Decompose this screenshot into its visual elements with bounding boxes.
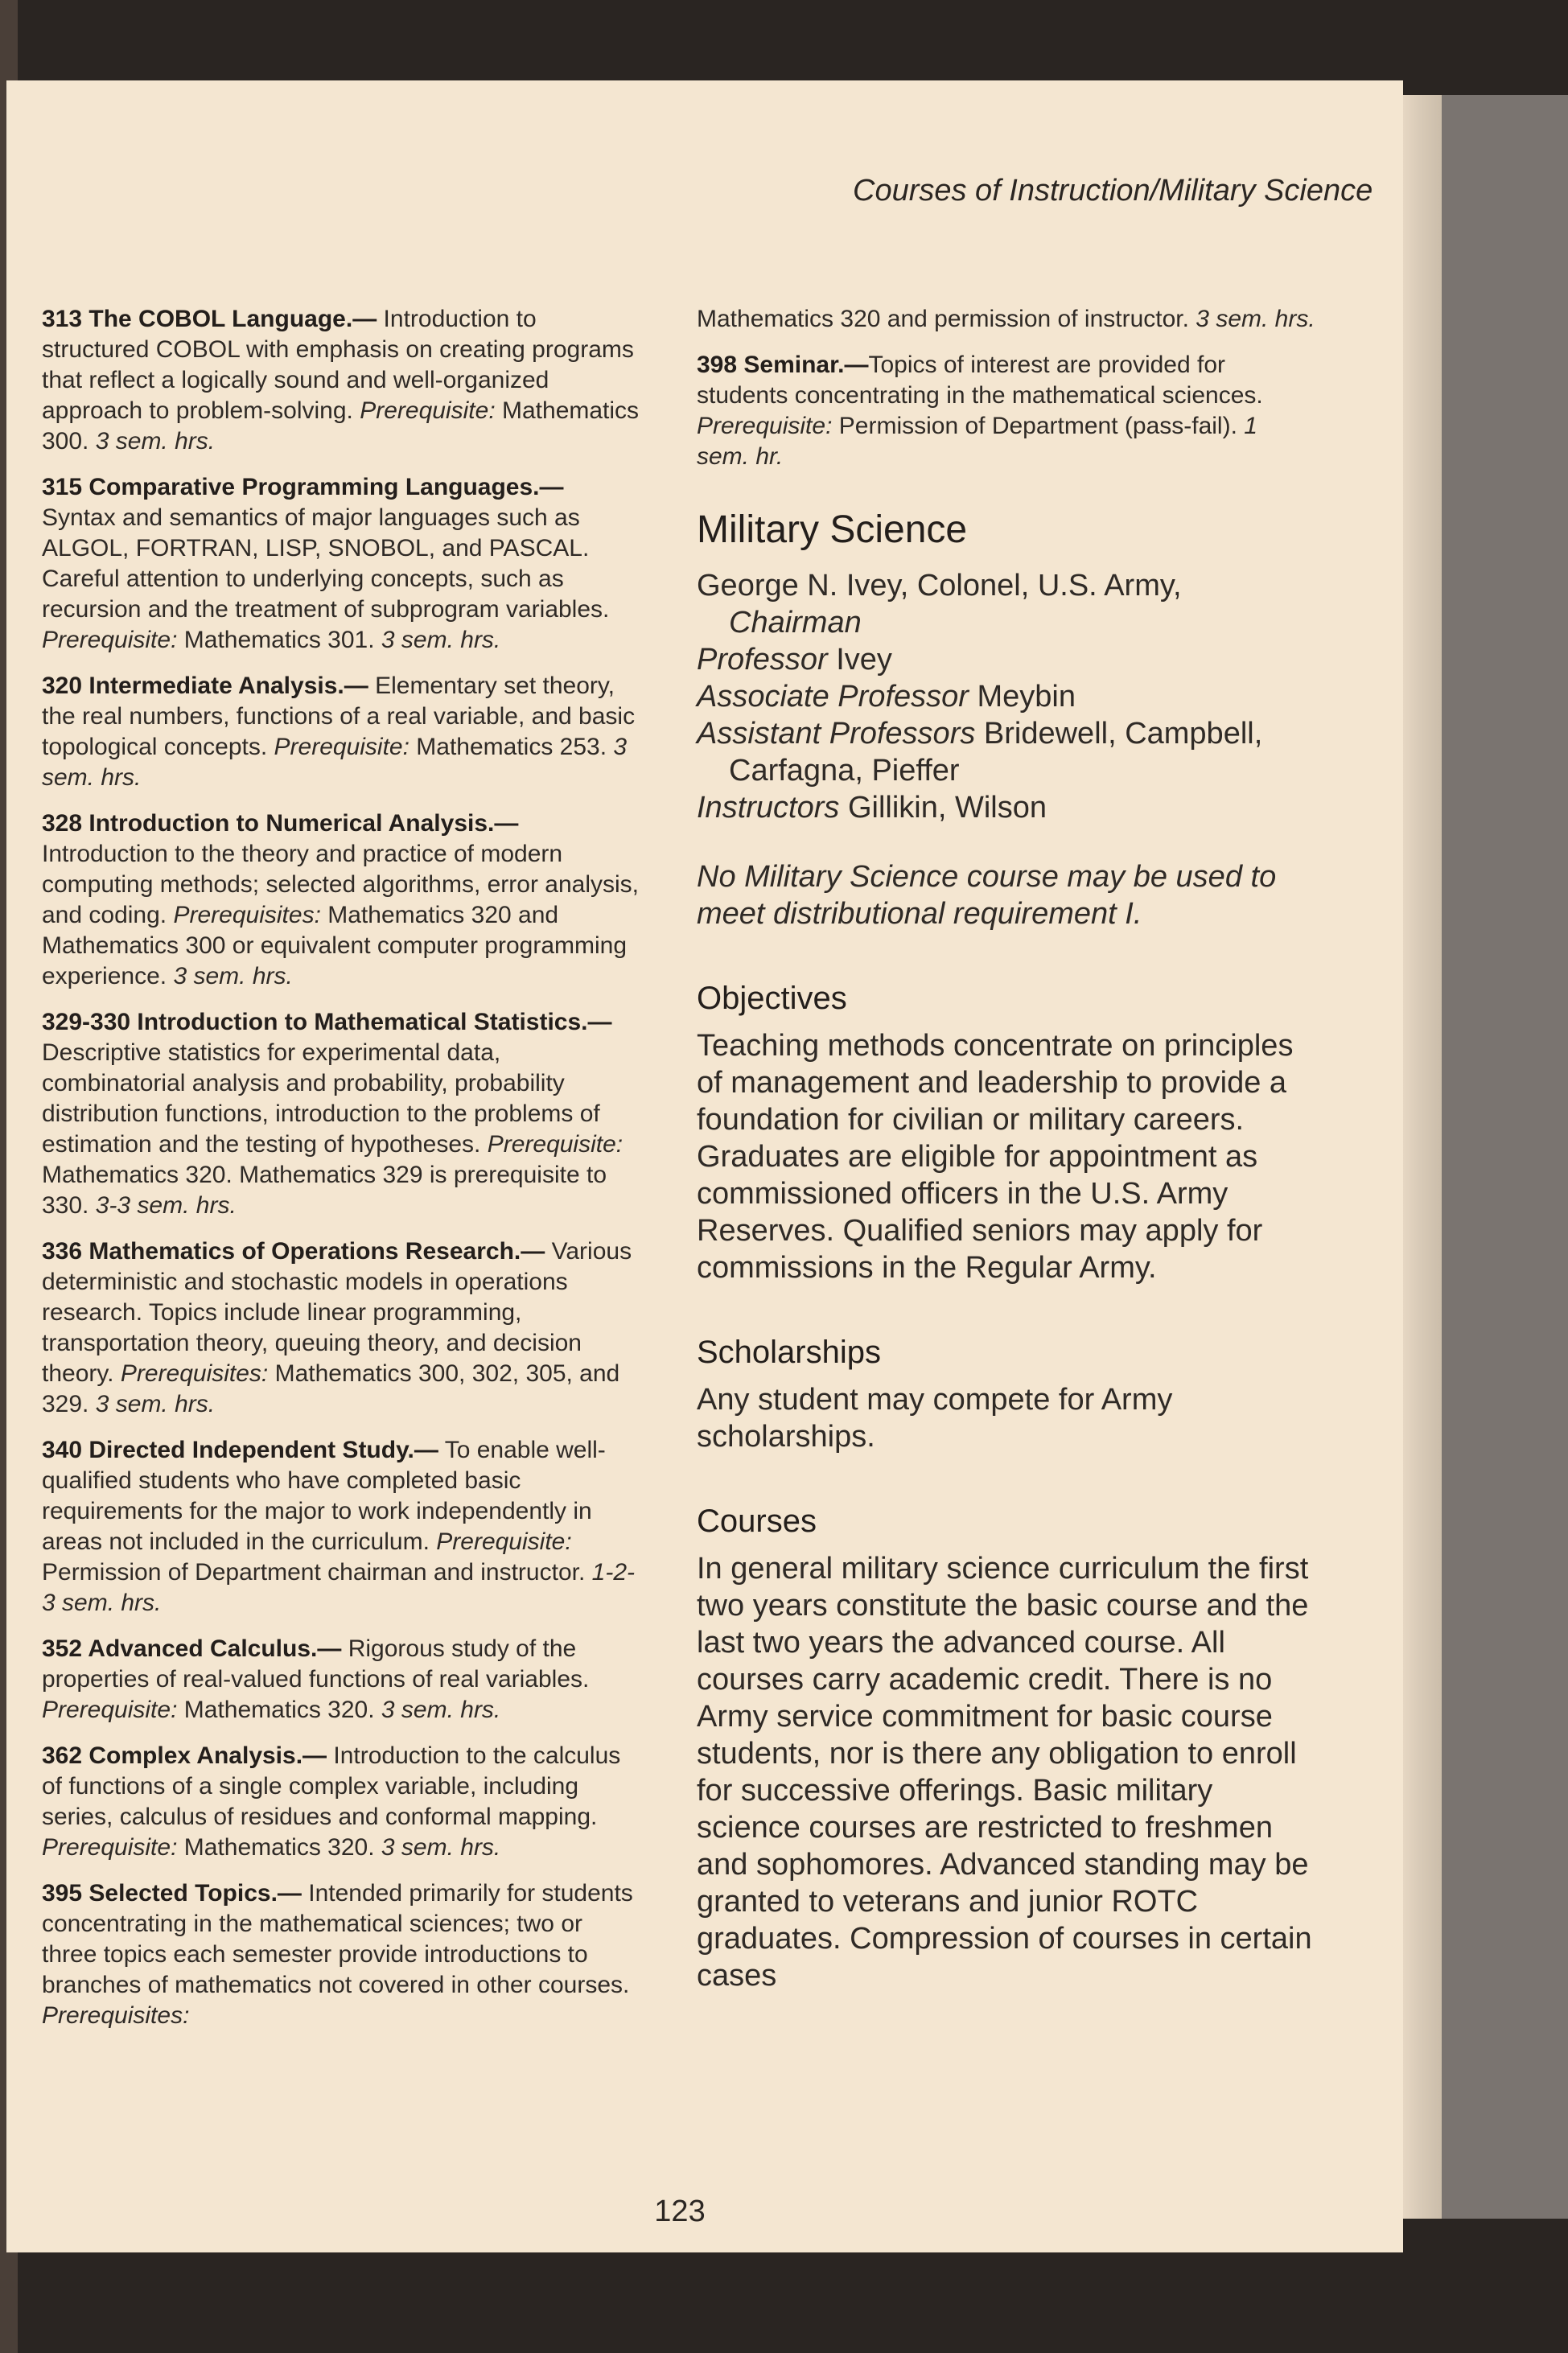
credit-hours: 3 sem. hrs. [173,963,293,989]
credit-hours: 3 sem. hrs. [1196,306,1315,332]
prerequisite-text: Mathematics 320. [183,1697,375,1723]
course-description: Elementary set theory, the real numbers, functions of a real variable, and basic topological concepts. [42,673,636,760]
course-title: 320 Intermediate Analysis.— [42,673,368,699]
faculty-chair-name: George N. Ivey, Colonel, U.S. Army, [697,569,1182,603]
course-entry [42,1435,644,1619]
subheading-courses: Courses [697,1504,817,1539]
course-title: 328 Introduction to Numerical Analysis.— [42,810,519,837]
course-description: Various deterministic and stochastic models in operations research. Topics include linear programming, transportation theory, queuing theory, and decision theory. [42,1238,632,1387]
course-description: Introduction to the calculus of functions of a single complex variable, including series, calculus of residues and conformal mapping. [42,1742,621,1830]
credit-hours: 3 sem. hrs. [381,1834,501,1861]
credit-hours: 3 sem. hrs. [381,1697,501,1723]
credit-hours: 3 sem. hrs. [42,734,628,791]
faculty-names-continued: Carfagna, Pieffer [729,754,960,788]
page-number: 123 [654,2195,706,2228]
course-entry [42,304,644,457]
section-heading-military-science: Military Science [697,508,968,551]
prerequisite-label: Prerequisites: [42,2002,190,2029]
course-description: To enable well-qualified students who have completed basic requirements for the major to work independently in areas not included in the curriculum. [42,1437,606,1555]
prerequisite-label: Prerequisite: [697,413,833,439]
left-column [42,304,644,2047]
course-title: 336 Mathematics of Operations Research.— [42,1238,545,1265]
course-title: 315 Comparative Programming Languages.— [42,474,564,500]
prerequisite-label: Prerequisite: [42,627,178,653]
credit-hours: 1 sem. hr. [697,413,1257,470]
prerequisite-label: Prerequisites: [120,1360,269,1387]
rank-label: Assistant Professors [697,717,976,751]
prerequisite-text: Mathematics 320. Mathematics 329 is prerequisite to 330. [42,1162,607,1219]
page-stack-edge [1403,95,1442,2219]
scholarships-text: Any student may compete for Army scholarships. [697,1383,1173,1454]
objectives-text: Teaching methods concentrate on principles of management and leadership to provide a foundation for civilian or military careers. Graduates are eligible for appointment as commissioned officers in the U.S. Army Reserves. Qualified seniors may apply for commissions in the Regular Army. [697,1029,1294,1285]
course-description: Introduction to structured COBOL with emphasis on creating programs that reflect a logically sound and well-organized approach to problem-solving. [42,306,634,424]
prerequisite-text: Mathematics 253. [416,734,607,760]
course-entry [42,1878,644,2031]
course-entry [42,808,644,992]
course-description: Introduction to the theory and practice of modern computing methods; selected algorithms, error analysis, and coding. [42,841,640,928]
faculty-names: Ivey [836,643,892,677]
credit-hours: 3 sem. hrs. [95,1391,216,1417]
course-description: Descriptive statistics for experimental data, combinatorial analysis and probability, probability distribution functions, introduction to the problems of estimation and the testing of hypotheses. [42,1039,600,1158]
credit-hours: 3-3 sem. hrs. [95,1192,237,1219]
prerequisite-label: Prerequisite: [436,1528,572,1555]
prerequisite-label: Prerequisite: [487,1131,623,1158]
course-description: Syntax and semantics of major languages such as ALGOL, FORTRAN, LISP, SNOBOL, and PASCAL. Careful attention to underlying concepts, such as recursion and the treatment of subprogram variables. [42,504,610,623]
faculty-names: Bridewell, Campbell, [983,717,1263,751]
course-entry [697,350,1316,472]
course-title: 398 Seminar.— [697,352,869,378]
rank-label: Professor [697,643,828,677]
course-entry [42,1007,644,1221]
credit-hours: 3 sem. hrs. [95,428,216,455]
distribution-note: No Military Science course may be used to meet distributional requirement I. [697,860,1277,931]
course-description: Rigorous study of the properties of real-valued functions of real variables. [42,1635,590,1693]
faculty-chair-title: Chairman [729,606,862,640]
prerequisite-label: Prerequisite: [360,397,496,424]
course-description: Intended primarily for students concentrating in the mathematical sciences; two or three topics each semester provide introductions to branches of mathematics not covered in other courses. [42,1880,633,1998]
course-title: 395 Selected Topics.— [42,1880,302,1907]
rank-label: Associate Professor [697,680,969,714]
prerequisite-text: Permission of Department chairman and instructor. [42,1559,586,1586]
running-head: Courses of Instruction/Military Science [853,174,1373,208]
faculty-professor [697,641,1316,678]
faculty-associate-professor [697,678,1316,715]
course-entry [42,1741,644,1863]
credit-hours: 1-2-3 sem. hrs. [42,1559,635,1616]
faculty-names: Meybin [977,680,1076,714]
course-entry [42,671,644,793]
course-title: 352 Advanced Calculus.— [42,1635,342,1662]
prerequisite-text: Mathematics 301. [183,627,375,653]
rank-label: Instructors [697,791,840,825]
prerequisite-text: Mathematics 300. [42,397,640,455]
prerequisite-text: Permission of Department (pass-fail). [838,413,1237,439]
course-title: 329-330 Introduction to Mathematical Statistics.— [42,1009,612,1035]
faculty-names: Gillikin, Wilson [847,791,1047,825]
faculty-assistant-professors [697,715,1316,752]
course-entry [42,1236,644,1420]
course-title: 340 Directed Independent Study.— [42,1437,438,1463]
subheading-objectives: Objectives [697,981,847,1016]
prerequisite-text: Mathematics 300, 302, 305, and 329. [42,1360,620,1417]
prerequisite-text: Mathematics 320. [183,1834,375,1861]
prerequisite-text: Mathematics 320 and Mathematics 300 or equivalent computer programming experience. [42,902,628,989]
credit-hours: 3 sem. hrs. [381,627,501,653]
right-column [697,304,1316,1994]
subheading-scholarships: Scholarships [697,1335,882,1370]
course-entry-continued [697,304,1316,335]
prerequisite-label: Prerequisites: [173,902,321,928]
prerequisite-continuation: Mathematics 320 and permission of instructor. [697,306,1189,332]
faculty-instructors [697,789,1316,826]
course-title: 313 The COBOL Language.— [42,306,377,332]
course-entry [42,1634,644,1726]
course-entry [42,472,644,656]
prerequisite-label: Prerequisite: [274,734,409,760]
courses-text: In general military science curriculum the first two years constitute the basic course and the last two years the advanced course. All courses carry academic credit. There is no Army service commitment for basic course students, nor is there any obligation to enroll for successive offerings. Basic military science courses are restricted to freshmen and sophomores. Advanced standing may be granted to veterans and junior ROTC graduates. Compression of courses in certain cases [697,1552,1312,1993]
prerequisite-label: Prerequisite: [42,1697,178,1723]
background-right-strip [1442,95,1568,2219]
course-title: 362 Complex Analysis.— [42,1742,327,1769]
faculty-list [697,567,1316,826]
prerequisite-label: Prerequisite: [42,1834,178,1861]
course-description: Topics of interest are provided for students concentrating in the mathematical sciences. [697,352,1263,409]
